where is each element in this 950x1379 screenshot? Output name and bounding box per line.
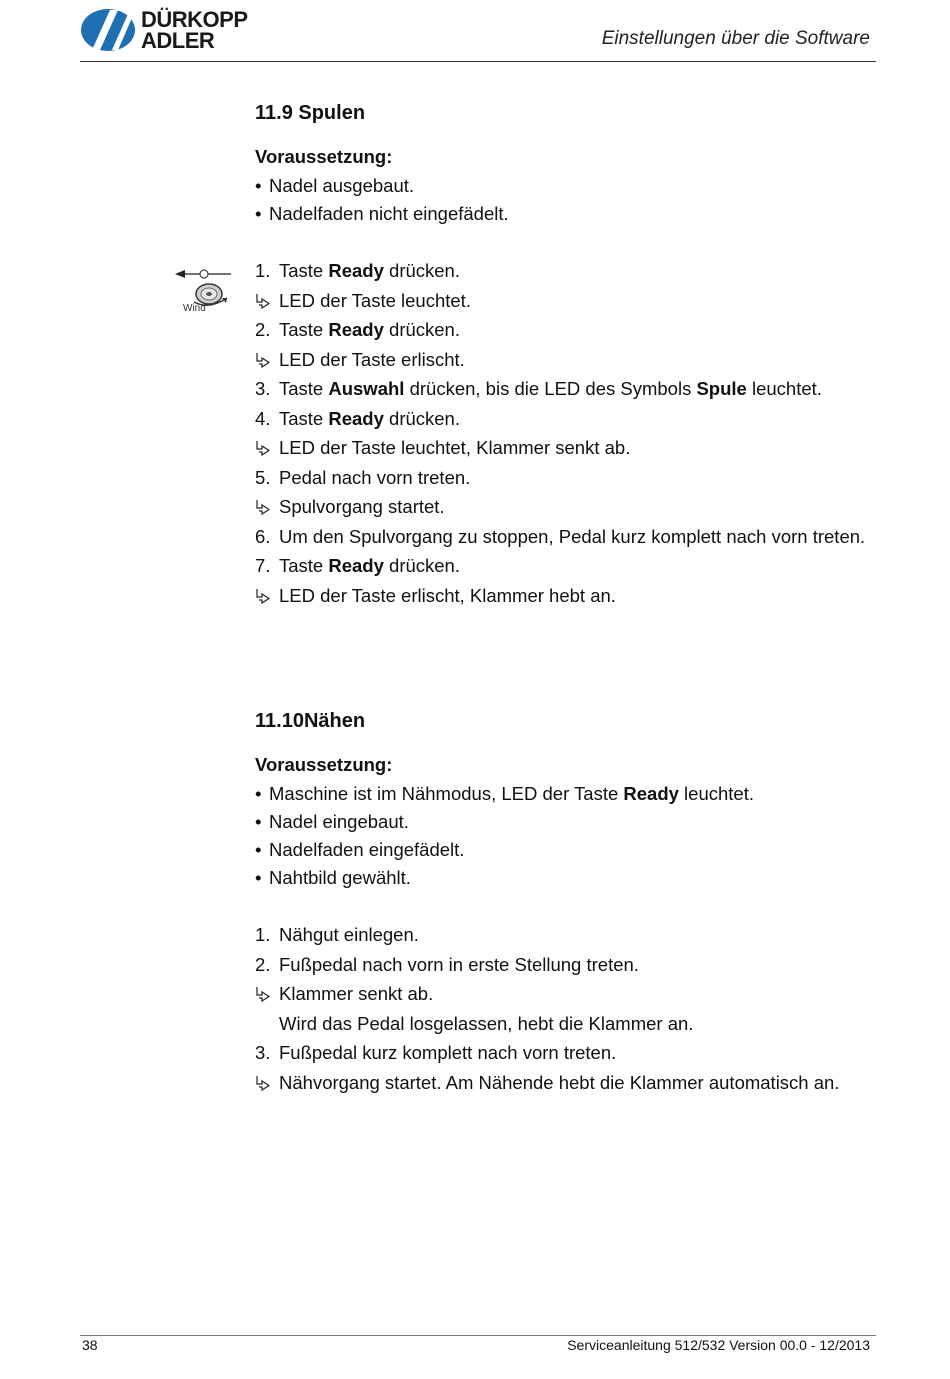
result-marker [255, 1068, 271, 1098]
result-marker [255, 433, 271, 463]
brand-line2: ADLER [141, 28, 215, 53]
step-text [279, 555, 460, 576]
bold-term: Ready [623, 783, 679, 804]
wind-icon [175, 266, 233, 318]
requirement-item: • Nadelfaden nicht eingefädelt. [255, 200, 885, 228]
step-text [279, 954, 639, 975]
text-segment: Um den Spulvorgang zu stoppen, Pedal kurz komplett nach vorn treten. [279, 525, 866, 547]
requirements-list [255, 780, 885, 892]
wind-label: Wind [183, 303, 206, 314]
result-item [255, 979, 885, 1038]
text-segment: LED der Taste erlischt, Klammer hebt an. [279, 584, 616, 606]
text-segment: LED der Taste erlischt. [279, 348, 465, 370]
step-text [279, 319, 460, 340]
step-item [255, 315, 885, 345]
step-text [279, 378, 822, 399]
text-segment: drücken, bis die LED des Symbols [404, 378, 697, 399]
step-text [279, 1042, 616, 1063]
step-number: 4. [255, 407, 271, 429]
requirement-item [255, 808, 885, 836]
step-text [279, 437, 630, 458]
step-item [255, 920, 885, 950]
step-number: 6. [255, 525, 271, 547]
step-item [255, 463, 885, 493]
result-arrow-icon [255, 588, 271, 604]
text-segment: Spulvorgang startet. [279, 496, 445, 517]
result-arrow-icon [255, 1075, 271, 1091]
step-text [279, 467, 470, 488]
step-item [255, 1038, 885, 1068]
requirements-list [255, 172, 885, 228]
step-text [279, 260, 460, 281]
step-text [279, 408, 460, 429]
brand-line1: DÜRKOPP [141, 7, 248, 32]
result-marker [255, 581, 271, 611]
text-segment: Taste [279, 555, 329, 576]
page-number: 38 [82, 1337, 98, 1353]
step-item [255, 551, 885, 581]
bold-term: Ready [328, 319, 384, 340]
text-segment: drücken. [383, 555, 460, 576]
step-number: 1. [255, 260, 271, 281]
step-number: 7. [255, 555, 271, 576]
section-heading: 11.10Nähen [255, 710, 366, 732]
step-number: 3. [255, 1042, 271, 1063]
result-item [255, 433, 885, 463]
text-segment: LED der Taste leuchtet. [279, 289, 471, 311]
text-segment: drücken. [383, 319, 460, 340]
requirement-item [255, 780, 885, 808]
result-arrow-icon [255, 986, 271, 1002]
step-item [255, 404, 885, 434]
text-segment: Nahtbild gewählt. [269, 867, 411, 888]
text-segment: Maschine ist im Nähmodus, LED der Taste [269, 783, 624, 804]
bobbin-icon [175, 266, 233, 306]
step-item [255, 522, 885, 552]
steps-list [255, 256, 885, 610]
step-item [255, 256, 885, 286]
step-text [279, 983, 693, 1034]
text-segment: leuchtet. [678, 783, 754, 804]
result-marker [255, 979, 271, 1009]
text-segment: Wird das Pedal losgelassen, hebt die Klammer an. [279, 1012, 694, 1034]
step-number: 2. [255, 319, 271, 340]
requirement-item [255, 836, 885, 864]
section-spulen [255, 100, 885, 610]
text-segment: LED der Taste leuchtet, Klammer senkt ab. [279, 437, 631, 458]
result-marker [255, 492, 271, 522]
result-arrow-icon [255, 440, 271, 456]
requirement-item [255, 864, 885, 892]
bold-term: Auswahl [328, 378, 405, 399]
requirements-label: Voraussetzung: [255, 146, 393, 167]
requirements-label: Voraussetzung: [255, 754, 393, 775]
step-number: 2. [255, 953, 271, 975]
requirement-item: • Nadel ausgebaut. [255, 172, 885, 200]
result-item [255, 581, 885, 611]
result-item [255, 492, 885, 522]
section-naehen [255, 708, 885, 1097]
text-segment: Klammer senkt ab. [279, 983, 434, 1004]
result-arrow-icon [255, 293, 271, 309]
step-number: 3. [255, 378, 271, 399]
text-segment: Fußpedal nach vorn in erste Stellung treten. [279, 953, 639, 975]
text-segment: drücken. [383, 260, 460, 281]
logo [80, 8, 270, 54]
result-item [255, 345, 885, 375]
header-title: Einstellungen über die Software [601, 28, 870, 49]
text-segment: Pedal nach vorn treten. [279, 466, 471, 488]
result-arrow-icon [255, 352, 271, 368]
step-item [255, 950, 885, 980]
step-number: 1. [255, 924, 271, 945]
document-info: Serviceanleitung 512/532 Version 00.0 - 12/2013 [567, 1337, 870, 1353]
bold-term: Ready [328, 555, 384, 576]
text-segment: drücken. [383, 407, 460, 429]
bold-term: Spule [696, 378, 747, 399]
bold-term: Ready [328, 407, 384, 429]
result-arrow-icon [255, 499, 271, 515]
step-text [279, 1072, 839, 1093]
result-item [255, 286, 885, 316]
result-item [255, 1068, 885, 1098]
header-divider [80, 61, 876, 62]
text-segment: Nadel eingebaut. [269, 811, 409, 832]
text-segment: Taste [279, 319, 329, 340]
footer-divider [80, 1335, 876, 1336]
steps-list [255, 920, 885, 1097]
logo-mark-icon [80, 8, 136, 52]
text-segment: Nadelfaden eingefädelt. [269, 839, 465, 860]
result-marker [255, 345, 271, 375]
text-segment: Fußpedal kurz komplett nach vorn treten. [279, 1042, 617, 1063]
text-segment: Nähgut einlegen. [279, 924, 419, 945]
text-segment: Nähvorgang startet. Am Nähende hebt die Klammer automatisch an. [279, 1071, 840, 1093]
step-text [279, 349, 465, 370]
step-item [255, 374, 885, 404]
step-text [279, 585, 616, 606]
result-marker [255, 286, 271, 316]
text-segment: Taste [279, 378, 329, 399]
text-segment: Taste [279, 407, 329, 429]
step-text [279, 924, 419, 945]
step-text [279, 290, 471, 311]
section-heading: 11.9 Spulen [255, 102, 366, 124]
text-segment: leuchtet. [746, 378, 822, 399]
step-text [279, 496, 445, 517]
step-number: 5. [255, 466, 271, 488]
step-text [279, 526, 865, 547]
bold-term: Ready [328, 260, 384, 281]
text-segment: Taste [279, 260, 329, 281]
